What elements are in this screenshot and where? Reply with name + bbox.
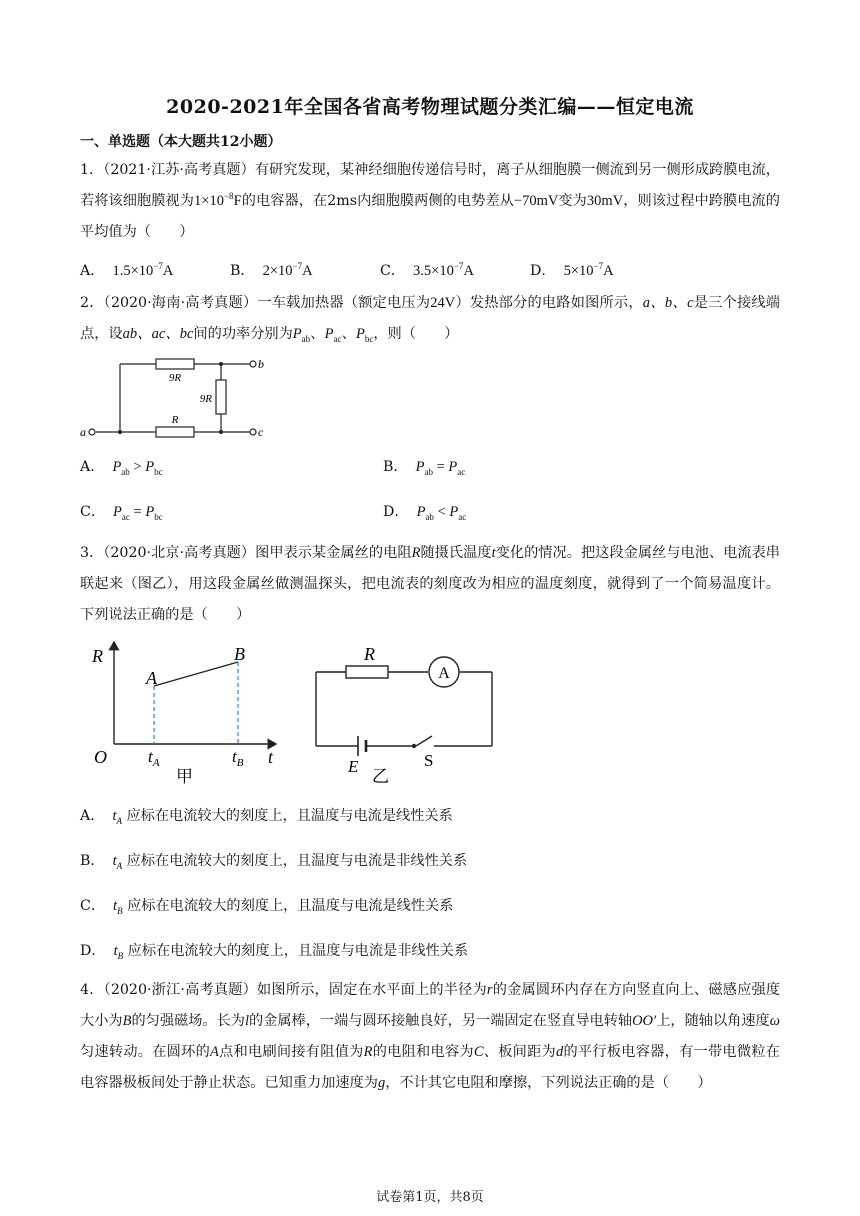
terminal-pairs: ab、ac、bc <box>122 326 194 342</box>
page-title: 2020-2021年全国各省高考物理试题分类汇编——恒定电流 <box>166 96 694 118</box>
terminal-c-label: c <box>258 425 264 439</box>
terminal-names: a、b、c <box>642 295 694 311</box>
question-text: ，则（ ） <box>373 326 459 342</box>
q3-figure-jia <box>88 638 288 786</box>
q1-option-d[interactable]: D． $5\times 10^{-7}A$ <box>530 261 614 279</box>
question-2 <box>80 288 780 350</box>
point-a-label: A <box>146 668 157 688</box>
q1-option-c[interactable]: C． $3.5\times 10^{-7}A$ <box>380 261 474 279</box>
question-number: 3． <box>80 545 104 561</box>
question-number: 1． <box>80 162 104 178</box>
question-source: （2021·江苏·高考真题） <box>103 162 255 178</box>
resistor-bottom-label: R <box>171 414 179 426</box>
question-1 <box>80 155 780 248</box>
q1-option-a[interactable]: A． $1.5\times 10^{-7}A$ <box>80 261 174 279</box>
q2-option-d[interactable]: D． $P_{ab} < P_{ac}$ <box>383 504 467 522</box>
terminal-b-label: b <box>258 357 264 371</box>
q2-option-a[interactable]: A． $P_{ab} > P_{bc}$ <box>80 459 163 477</box>
q2-option-c[interactable]: C． $P_{ac} = P_{bc}$ <box>80 504 163 522</box>
page-footer: 试卷第1页，共8页 <box>376 1190 484 1205</box>
q1-option-b[interactable]: B． $2\times 10^{-7}A$ <box>230 261 313 279</box>
figure-caption-jia: 甲 <box>176 767 193 786</box>
question-4: 4．（2020·浙江·高考真题）如图所示，固定在水平面上的半径为r的金属圆环内存在方向竖直向上、磁感应强度大小为B的匀强磁场。长为l的金属棒，一端与圆环接触良好，另一端固定在竖直导电转轴OO′上，随轴以角速度ω匀速转动。在圆环的A点和电刷间接有阻值为R的电阻和电容为C、板间距为d的平行板电容器，有一带电微粒在电容器极板间处于静止状态。已知重力加速度为g，不计其它电阻和摩擦，下列说法正确的是（ ） <box>80 982 781 1091</box>
question-text: ）发热部分的电路如图所示， <box>455 295 643 311</box>
resistor-label: R <box>364 644 375 664</box>
rated-voltage: 24V <box>430 295 456 311</box>
tb-label: $t_B$ <box>232 747 244 769</box>
x-axis-label: t <box>268 747 274 767</box>
origin-label: O <box>94 747 107 767</box>
section-heading: 一、单选题（本大题共12小题） <box>80 134 282 150</box>
q3-figure-yi <box>308 640 498 786</box>
question-text: 图甲表示某金属丝的电阻 <box>255 545 412 561</box>
question-text: 一车载加热器（额定电压为 <box>257 295 431 311</box>
ta-label: $t_A$ <box>148 747 160 769</box>
q2-option-b[interactable]: B． $P_{ab} = P_{ac}$ <box>383 459 466 477</box>
q3-option-b[interactable]: B． $t_A$ 应标在电流较大的刻度上，且温度与电流是非线性关系 <box>80 853 468 871</box>
question-3 <box>80 538 780 631</box>
question-source: （2020·浙江·高考真题） <box>103 982 257 998</box>
resistor-top-label: 9R <box>168 372 182 384</box>
ammeter-label: A <box>438 665 450 682</box>
symbol-r: R <box>411 545 421 561</box>
question-source: （2020·北京·高考真题） <box>103 545 256 561</box>
question-text: 随摄氏温度 <box>420 545 492 561</box>
terminal-a-label: a <box>80 425 86 439</box>
point-b-label: B <box>234 644 245 664</box>
voltage-end: 30mV <box>586 193 624 209</box>
power-symbols: $P_{ab}$、$P_{ac}$、$P_{bc}$ <box>292 326 374 344</box>
question-number: 2． <box>80 295 104 311</box>
voltage-start: −70mV <box>513 193 559 209</box>
q3-option-a[interactable]: A． $t_A$ 应标在电流较大的刻度上，且温度与电流是线性关系 <box>80 808 453 826</box>
switch-label: S <box>424 751 434 770</box>
q3-option-d[interactable]: D． $t_B$ 应标在电流较大的刻度上，且温度与电流是非线性关系 <box>80 943 469 961</box>
question-text: 变为 <box>558 193 587 209</box>
q3-option-c[interactable]: C． $t_B$ 应标在电流较大的刻度上，且温度与电流是线性关系 <box>80 898 454 916</box>
capacitance-value: $1\times 10^{-8}F$ <box>194 191 242 209</box>
question-text: 的电容器，在2ms内细胞膜两侧的电势差从 <box>241 193 514 209</box>
question-text: 间的功率分别为 <box>193 326 293 342</box>
question-text: 有研究发现，某神经细胞传递信号时，离子从细胞膜一侧流到另一侧形成跨膜电流，若将该细胞膜视为 <box>80 162 780 209</box>
y-axis-label: R <box>92 646 103 666</box>
resistor-right-label: 9R <box>199 393 212 405</box>
battery-label: E <box>348 757 359 776</box>
figure-caption-yi: 乙 <box>372 767 389 786</box>
q2-circuit-diagram <box>78 352 268 442</box>
symbol-t: t <box>491 545 496 561</box>
question-source: （2020·海南·高考真题） <box>103 295 258 311</box>
question-text: 是三个接线端点，设 <box>80 295 780 342</box>
question-text: 变化的情况。把这段金属丝与电池、电流表串联起来（图乙），用这段金属丝做测温探头，把电流表的刻度改为相应的温度刻度，就得到了一个简易温度计。下列说法正确的是（ ） <box>80 545 780 623</box>
question-text: ，则该过程中跨膜电流的平均值为（ ） <box>80 193 780 240</box>
question-number: 4． <box>80 982 104 998</box>
